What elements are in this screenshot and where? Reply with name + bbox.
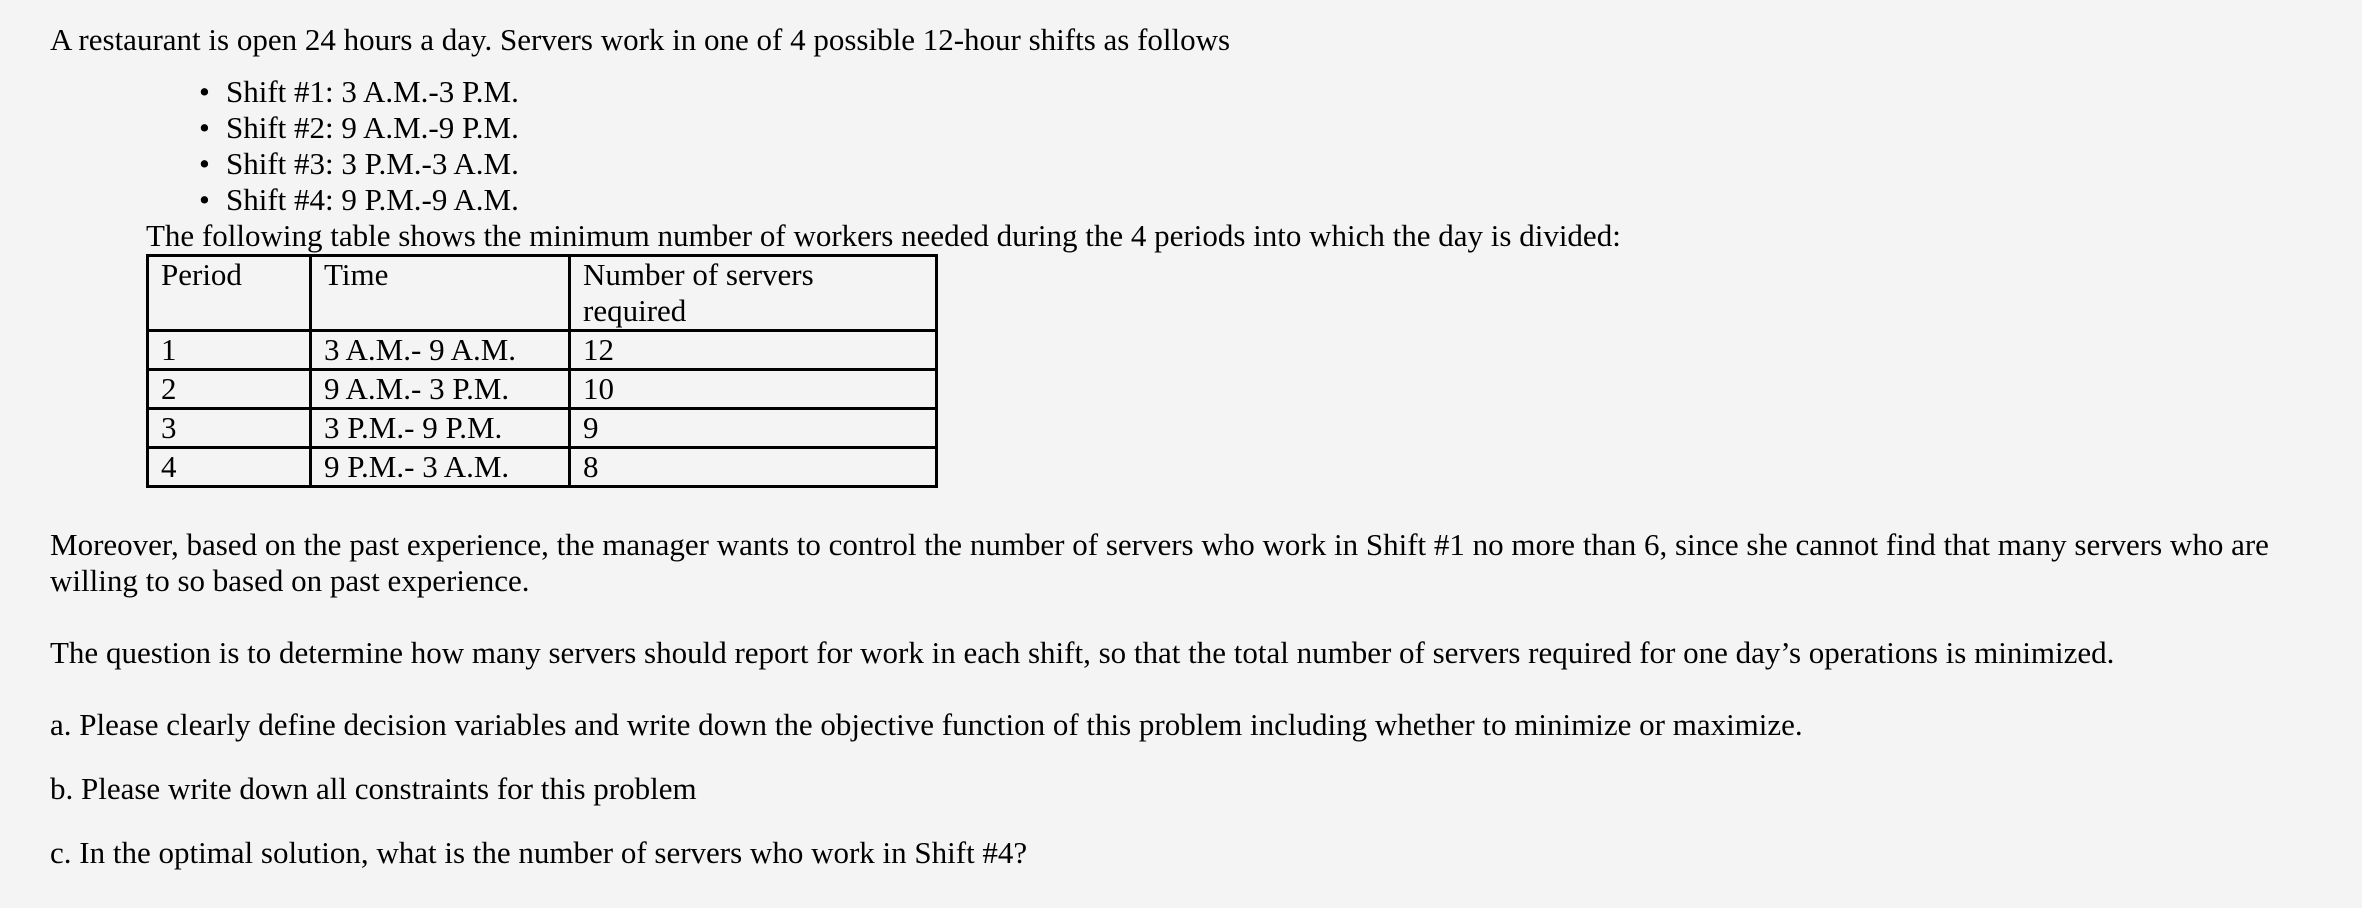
- header-period: Period: [148, 256, 311, 331]
- question-b: b. Please write down all constraints for this problem: [50, 771, 697, 806]
- shift-item-2: • Shift #2: 9 A.M.-9 P.M.: [226, 110, 2350, 146]
- header-servers-required: Number of servers required: [570, 256, 937, 331]
- question-paragraph: The question is to determine how many servers should report for work in each shift, so that the total number of servers required for one day’s operations is minimized.: [50, 635, 2115, 670]
- cell-period: 1: [148, 331, 311, 370]
- cell-time: 9 A.M.- 3 P.M.: [311, 370, 570, 409]
- cell-servers: 10: [570, 370, 937, 409]
- question-a: a. Please clearly define decision variables and write down the objective function of this problem including whether to minimize or maximize.: [50, 707, 1803, 742]
- header-time: Time: [311, 256, 570, 331]
- cell-servers: 12: [570, 331, 937, 370]
- shift-list: [50, 74, 2350, 218]
- shift-item-1: • Shift #1: 3 A.M.-3 P.M.: [226, 74, 2350, 110]
- problem-document: [50, 22, 2350, 871]
- table-header-row: [148, 256, 937, 331]
- cell-time: 3 P.M.- 9 P.M.: [311, 409, 570, 448]
- intro-text: A restaurant is open 24 hours a day. Servers work in one of 4 possible 12-hour shifts as follows: [50, 22, 1231, 57]
- question-c: c. In the optimal solution, what is the number of servers who work in Shift #4?: [50, 835, 1028, 870]
- cell-period: 4: [148, 448, 311, 487]
- cell-period: 3: [148, 409, 311, 448]
- constraint-paragraph: Moreover, based on the past experience, the manager wants to control the number of servers who work in Shift #1 no more than 6, since she cannot find that many servers who are willing to so based on past experience.: [50, 527, 2269, 598]
- table-row: [148, 409, 937, 448]
- cell-time: 9 P.M.- 3 A.M.: [311, 448, 570, 487]
- cell-period: 2: [148, 370, 311, 409]
- servers-required-table: [146, 254, 938, 488]
- cell-servers: 8: [570, 448, 937, 487]
- table-intro-text: The following table shows the minimum number of workers needed during the 4 periods into which the day is divided:: [146, 218, 1621, 253]
- cell-servers: 9: [570, 409, 937, 448]
- shift-item-3: • Shift #3: 3 P.M.-3 A.M.: [226, 146, 2350, 182]
- shift-item-4: • Shift #4: 9 P.M.-9 A.M.: [226, 182, 2350, 218]
- table-row: [148, 448, 937, 487]
- cell-time: 3 A.M.- 9 A.M.: [311, 331, 570, 370]
- table-row: [148, 331, 937, 370]
- table-row: [148, 370, 937, 409]
